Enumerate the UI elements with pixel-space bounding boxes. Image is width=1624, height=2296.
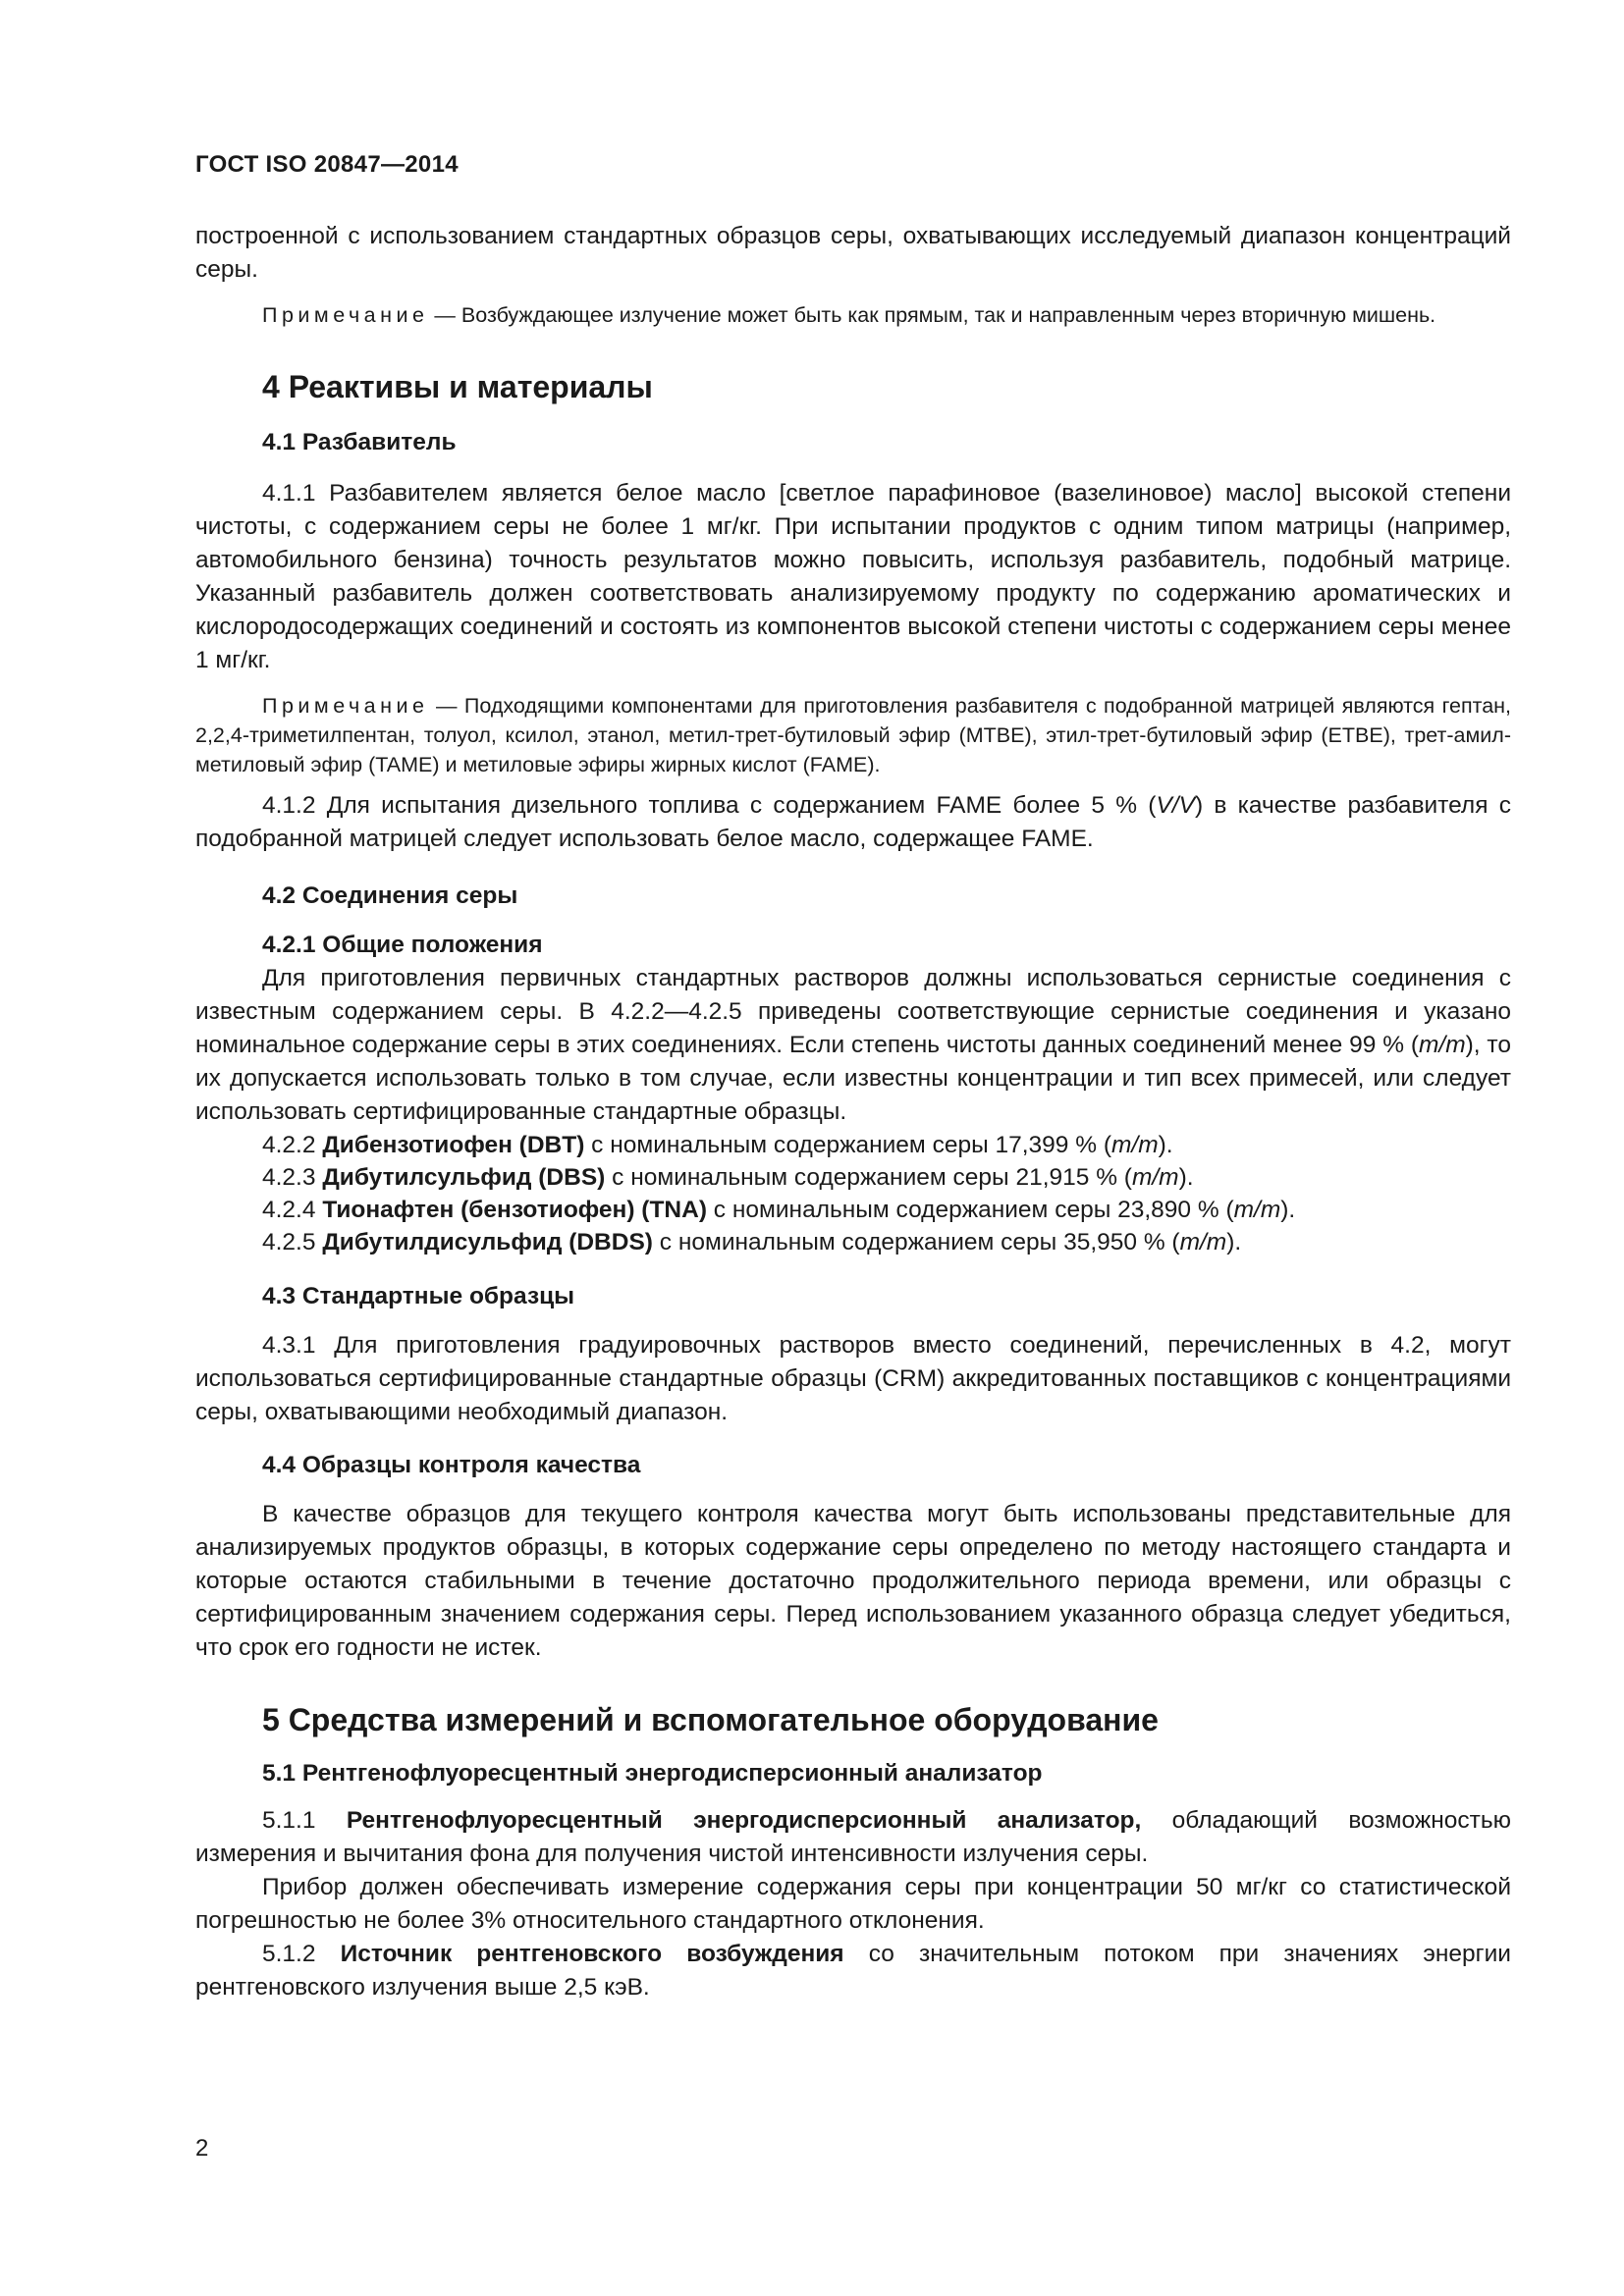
item-number: 4.2.5 <box>262 1229 323 1255</box>
item-text: с номинальным содержанием серы 17,399 % ( <box>584 1132 1111 1158</box>
section-4-1-title: 4.1 Разбавитель <box>262 429 457 455</box>
item-number: 4.2.4 <box>262 1197 323 1223</box>
section-4-2-1-title: 4.2.1 Общие положения <box>262 932 543 958</box>
section-5-title: 5 Средства измерений и вспомогательное оборудование <box>262 1702 1159 1737</box>
document-id: ГОСТ ISO 20847—2014 <box>195 151 459 178</box>
text-run: со значительным потоком при значениях энергии рентгеновского излучения выше 2,5 кэВ. <box>195 1941 1511 2001</box>
intro-note <box>195 300 1511 330</box>
compound-name: Дибутилдисульфид (DBDS) <box>322 1229 653 1255</box>
para-5-1-1-b: Прибор должен обеспечивать измерение содержания серы при концентрации 50 мг/кг со статистической погрешностью не более 3% относительного стандартного отклонения. <box>195 1874 1511 1934</box>
section-4-3-title: 4.3 Стандартные образцы <box>262 1283 575 1309</box>
list-item-4-2-4 <box>195 1194 1511 1226</box>
para-4-3-1: 4.3.1 Для приготовления градуировочных растворов вместо соединений, перечисленных в 4.2, могут использоваться сертифицированные стандартные образцы (CRM) аккредитованных поставщиков с концентрациями серы, охватывающими необходимый диапазон. <box>195 1332 1511 1425</box>
page-content <box>195 220 1511 2004</box>
list-item-4-2-5 <box>195 1226 1511 1258</box>
item-text: с номинальным содержанием серы 21,915 % ( <box>605 1164 1132 1191</box>
unit-italic: m/m <box>1131 1164 1179 1191</box>
note-text: — Возбуждающее излучение может быть как прямым, так и направленным через вторичную мишень. <box>428 303 1436 327</box>
unit-italic: m/m <box>1418 1032 1466 1058</box>
para-4-2-1 <box>195 962 1511 1129</box>
item-number: 4.2.2 <box>262 1132 323 1158</box>
section-4-2-title: 4.2 Соединения серы <box>262 882 518 909</box>
para-4-4: В качестве образцов для текущего контроля качества могут быть использованы представительные для анализируемых продуктов образцы, в которых содержание серы определено по методу настоящего стандарта и которые остаются стабильными в течение достаточно продолжительного периода времени, или образцы с сертифицированным значением содержания серы. Перед использованием указанного образца следует убедиться, что срок его годности не истек. <box>195 1501 1511 1661</box>
unit-italic: V/V <box>1156 792 1195 819</box>
unit-italic: m/m <box>1233 1197 1281 1223</box>
note-label: Примечание <box>262 303 429 327</box>
page-number: 2 <box>195 2135 209 2162</box>
text-run: ) в качестве разбавителя с подобранной матрицей следует использовать белое масло, содержащее FAME. <box>195 792 1511 852</box>
item-text: с номинальным содержанием серы 23,890 % ( <box>706 1197 1234 1223</box>
text-run: ), то их допускается использовать только в том случае, если известны концентрации и тип всех примесей, или следует использовать сертифицированные стандартные образцы. <box>195 1032 1511 1125</box>
term-bold: Рентгенофлуоресцентный энергодисперсионный анализатор, <box>346 1807 1142 1834</box>
para-4-1-1: 4.1.1 Разбавителем является белое масло [светлое парафиновое (вазелиновое) масло] высокой степени чистоты, с содержанием серы не более 1 мг/кг. При испытании продуктов с одним типом матрицы (например, автомобильного бензина) точность результатов можно повысить, используя разбавитель, подобный матрице. Указанный разбавитель должен соответствовать анализируемому продукту по содержанию ароматических и кислородосодержащих соединений и состоять из компонентов высокой степени чистоты с содержанием серы менее 1 мг/кг. <box>195 480 1511 673</box>
section-5-1-title: 5.1 Рентгенофлуоресцентный энергодисперсионный анализатор <box>262 1760 1043 1787</box>
para-5-1-1 <box>195 1804 1511 1871</box>
compound-name: Дибензотиофен (DBT) <box>322 1132 585 1158</box>
list-item-4-2-2 <box>195 1129 1511 1161</box>
text-run: Для приготовления первичных стандартных растворов должны использоваться сернистые соединения с известным содержанием серы. В 4.2.2—4.2.5 приведены соответствующие сернистые соединения и указано номинальное содержание серы в этих соединениях. Если степень чистоты данных соединений менее 99 % ( <box>195 965 1511 1058</box>
item-end: ). <box>1280 1197 1296 1223</box>
unit-italic: m/m <box>1179 1229 1227 1255</box>
section-4-title: 4 Реактивы и материалы <box>262 369 653 404</box>
compound-name: Тионафтен (бензотиофен) (TNA) <box>322 1197 707 1223</box>
term-bold: Источник рентгеновского возбуждения <box>340 1941 844 1967</box>
item-number: 4.2.3 <box>262 1164 323 1191</box>
para-4-1-2 <box>195 789 1511 856</box>
item-number: 5.1.2 <box>262 1941 341 1967</box>
note-text: — Подходящими компонентами для приготовления разбавителя с подобранной матрицей являются гептан, 2,2,4-триметилпентан, толуол, ксилол, этанол, метил-трет-бутиловый эфир (MTBE), этил-трет-бутиловый эфир (ETBE), трет-амил-метиловый эфир (TAME) и метиловые эфиры жирных кислот (FAME). <box>195 694 1511 776</box>
item-end: ). <box>1226 1229 1242 1255</box>
text-run: 4.1.2 Для испытания дизельного топлива с содержанием FAME более 5 % ( <box>262 792 1157 819</box>
item-end: ). <box>1178 1164 1194 1191</box>
compound-name: Дибутилсульфид (DBS) <box>322 1164 606 1191</box>
section-4-4-title: 4.4 Образцы контроля качества <box>262 1452 641 1478</box>
unit-italic: m/m <box>1111 1132 1159 1158</box>
intro-paragraph: построенной с использованием стандартных образцов серы, охватывающих исследуемый диапазон концентраций серы. <box>195 223 1511 283</box>
note-4-1 <box>195 691 1511 779</box>
text-run: обладающий возможностью измерения и вычитания фона для получения чистой интенсивности излучения серы. <box>195 1807 1511 1867</box>
list-item-4-2-3 <box>195 1161 1511 1194</box>
item-number: 5.1.1 <box>262 1807 347 1834</box>
item-end: ). <box>1158 1132 1173 1158</box>
item-text: с номинальным содержанием серы 35,950 % ( <box>652 1229 1180 1255</box>
note-label: Примечание <box>262 694 429 718</box>
para-5-1-2 <box>195 1938 1511 2004</box>
